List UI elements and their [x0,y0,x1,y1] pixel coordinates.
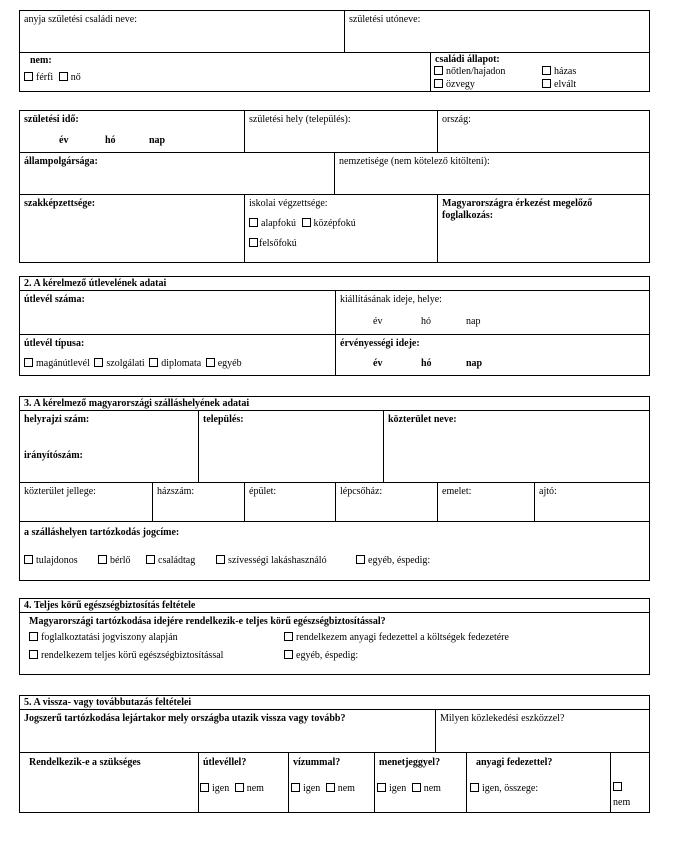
family-checkbox[interactable] [146,555,155,564]
edu-primary-checkbox[interactable] [249,218,258,227]
marital-single-checkbox[interactable] [434,66,443,75]
marital-divorced-checkbox[interactable] [542,79,551,88]
sex-female-checkbox[interactable] [59,72,68,81]
passport-number-field[interactable]: útlevél száma: [24,294,85,305]
section-2-title: 2. A kérelmező útlevelének adatai [24,278,167,289]
postcode-field[interactable]: irányítószám: [24,450,83,461]
visa-yes-label: igen [303,783,321,794]
funds-no-checkbox[interactable] [613,782,622,791]
birth-year-label: év [59,135,69,146]
ticket-question-label: menetjeggyel? [379,757,441,768]
courtesy-checkbox[interactable] [216,555,225,564]
tenant-checkbox[interactable] [98,555,107,564]
mother-first-name-field[interactable]: születési utóneve: [349,14,421,25]
visa-no-checkbox[interactable] [326,783,335,792]
nationality-field[interactable]: nemzetisége (nem kötelező kitölteni): [339,156,490,167]
accommodation-other-checkbox[interactable] [356,555,365,564]
owner-checkbox[interactable] [24,555,33,564]
family-label: családtag [158,555,196,566]
ins-employment-checkbox[interactable] [29,632,38,641]
country-field[interactable]: ország: [442,114,471,125]
marital-divorced-label: elvált [554,79,577,90]
marital-married-label: házas [554,66,577,77]
funds-yes-amount-label: igen, összege: [482,783,539,794]
ticket-no-checkbox[interactable] [412,783,421,792]
marital-married-checkbox[interactable] [542,66,551,75]
citizenship-field[interactable]: állampolgársága: [24,156,98,167]
validity-day-label: nap [466,358,483,369]
legal-title-label: a szálláshelyen tartózkodás jogcíme: [24,527,180,538]
sex-label: nem: [30,55,52,66]
lot-number-field[interactable]: helyrajzi szám: [24,414,90,425]
ins-employment-label: foglalkoztatási jogviszony alapján [41,632,178,643]
funds-yes-checkbox[interactable] [470,783,479,792]
funds-no-label: nem [613,797,631,808]
visa-no-label: nem [337,783,355,794]
birth-place-field[interactable]: születési hely (település): [249,114,351,125]
ins-full-insurance-label: rendelkezem teljes körű egészségbiztosítással [41,650,224,661]
visa-yes-checkbox[interactable] [291,783,300,792]
passport-no-label: nem [246,783,264,794]
owner-label: tulajdonos [36,555,78,566]
passport-type-label: útlevél típusa: [24,338,85,349]
prev-occupation-label-1: Magyarországra érkezést megelőző [442,198,593,209]
visa-question-label: vízummal? [293,757,341,768]
qualification-field[interactable]: szakképzettsége: [24,198,96,209]
ins-funds-checkbox[interactable] [284,632,293,641]
transport-field[interactable]: Milyen közlekedési eszközzel? [440,713,565,724]
marital-single-label: nőtlen/hajadon [446,66,506,77]
marital-label: családi állapot: [435,54,500,65]
type-service-checkbox[interactable] [94,358,103,367]
accommodation-other-label: egyéb, éspedig: [368,555,431,566]
door-field[interactable]: ajtó: [539,486,557,497]
ins-funds-label: rendelkezem anyagi fedezettel a költségek fedezetére [296,632,509,643]
staircase-field[interactable]: lépcsőház: [340,486,383,497]
validity-label: érvényességi ideje: [340,338,420,349]
marital-widowed-checkbox[interactable] [434,79,443,88]
mother-family-name-field[interactable]: anyja születési családi neve: [24,14,138,25]
passport-yes-checkbox[interactable] [200,783,209,792]
birth-date-label: születési idő: [24,114,79,125]
issued-day-label: nap [466,316,481,327]
issued-month-label: hó [421,316,431,327]
sex-male-checkbox[interactable] [24,72,33,81]
ticket-yes-checkbox[interactable] [377,783,386,792]
type-private-label: magánútlevél [36,358,90,369]
type-service-label: szolgálati [106,358,145,369]
type-diplomatic-label: diplomata [161,358,202,369]
section-5-title: 5. A vissza- vagy továbbutazás feltételei [24,697,192,708]
courtesy-label: szívességi lakáshasználó [228,555,327,566]
edu-higher-label: felsőfokú [259,238,297,249]
building-field[interactable]: épület: [249,486,277,497]
type-diplomatic-checkbox[interactable] [149,358,158,367]
sex-female-label: nő [70,72,81,83]
birth-day-label: nap [149,135,166,146]
street-type-field[interactable]: közterület jellege: [24,486,96,497]
issued-year-label: év [373,316,383,327]
ins-other-checkbox[interactable] [284,650,293,659]
edu-higher-checkbox[interactable] [249,238,258,247]
funds-question-label: anyagi fedezettel? [476,757,553,768]
ticket-no-label: nem [423,783,441,794]
ins-other-label: egyéb, éspedig: [296,650,359,661]
validity-year-label: év [373,358,383,369]
type-private-checkbox[interactable] [24,358,33,367]
floor-field[interactable]: emelet: [442,486,472,497]
birth-month-label: hó [105,135,116,146]
tenant-label: bérlő [110,555,131,566]
issued-label: kiállításának ideje, helye: [340,294,442,305]
destination-country-field[interactable]: Jogszerű tartózkodása lejártakor mely országba utazik vissza vagy tovább? [24,713,346,724]
edu-primary-label: alapfokú [261,218,296,229]
type-other-checkbox[interactable] [206,358,215,367]
sex-male-label: férfi [36,72,54,83]
passport-no-checkbox[interactable] [235,783,244,792]
ticket-yes-label: igen [389,783,407,794]
prev-occupation-label-2: foglalkozás: [442,210,494,221]
marital-widowed-label: özvegy [446,79,475,90]
passport-question-label: útlevéllel? [203,757,247,768]
settlement-field[interactable]: település: [203,414,244,425]
street-name-field[interactable]: közterület neve: [388,414,457,425]
section-4-title: 4. Teljes körű egészségbiztosítás feltétele [24,600,196,611]
passport-yes-label: igen [212,783,230,794]
ins-full-insurance-checkbox[interactable] [29,650,38,659]
has-required-label: Rendelkezik-e a szükséges [29,757,141,768]
type-other-label: egyéb [217,358,242,369]
house-number-field[interactable]: házszám: [157,486,195,497]
validity-month-label: hó [421,358,432,369]
section-3-title: 3. A kérelmező magyarországi szálláshelyének adatai [24,398,250,409]
insurance-question: Magyarországi tartózkodása idejére rendelkezik-e teljes körű egészségbiztosítással? [29,616,386,627]
education-label: iskolai végzettsége: [249,198,328,209]
edu-secondary-label: középfokú [313,218,356,229]
edu-secondary-checkbox[interactable] [302,218,311,227]
